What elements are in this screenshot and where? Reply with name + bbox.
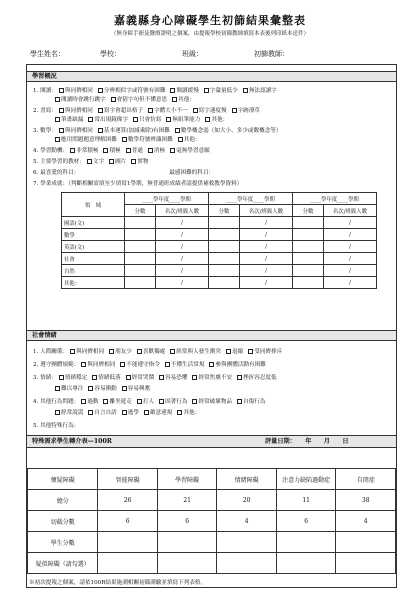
q-emotion-more — [53, 385, 153, 393]
form-sheet — [26, 64, 397, 588]
screening-header: 學習障礙 — [157, 469, 217, 490]
option-label: 非常積極 — [76, 148, 99, 154]
checkbox[interactable] — [226, 349, 231, 354]
option-label: 圖片 — [115, 159, 127, 165]
cutoff-cell: 6 — [157, 511, 217, 532]
checkbox[interactable] — [122, 410, 127, 415]
screening-header: 智能障礙 — [98, 469, 158, 490]
rank-cell[interactable]: / — [240, 265, 293, 277]
student-score-cell[interactable] — [276, 532, 336, 553]
total-score-cell: 20 — [217, 490, 277, 511]
checkbox[interactable] — [243, 88, 248, 93]
checkbox[interactable] — [81, 399, 86, 404]
option-label: 毫無學習意願 — [176, 148, 210, 154]
q-math: 3. 數學： 與同儕相同 基本運算(加減乘除)有困難 數學概念弱（如大小、多少或數概念等） — [33, 128, 282, 134]
option-label: 應用問題題意理解困難 — [61, 137, 117, 143]
option-label: 寫字會超出格子 — [103, 108, 144, 114]
checkbox[interactable] — [103, 399, 108, 404]
option-label: 字彙量低少 — [209, 88, 238, 94]
checkbox[interactable] — [237, 399, 242, 404]
option-label: 常出現鏡像字 — [94, 117, 128, 123]
option-label: 打人 — [142, 399, 155, 405]
checkbox[interactable] — [131, 159, 136, 164]
score-cell[interactable] — [125, 241, 156, 253]
checkbox[interactable] — [159, 399, 164, 404]
option-label: 只會仿寫 — [138, 117, 162, 123]
rank-cell[interactable]: / — [240, 253, 293, 265]
option-label: 情緒低落 — [98, 375, 121, 381]
checkbox[interactable] — [98, 88, 103, 93]
page-subtitle: （無身障手冊及醫療證明之個案，由提報學校初篩教師填寫本表後列印紙本送件） — [110, 31, 309, 37]
option-label: 不懂生活常規 — [170, 362, 205, 368]
score-cell[interactable] — [125, 265, 156, 277]
score-cell[interactable] — [125, 229, 156, 241]
checkbox[interactable] — [55, 117, 60, 122]
screening-header: 注意力缺陷過動症 — [276, 469, 336, 490]
term-header[interactable]: ____學年度____學期 — [209, 193, 293, 205]
student-score-cell[interactable] — [217, 532, 277, 553]
suspected-label: 疑似障礙（請勾選） — [28, 553, 98, 574]
option-label: 自傷行為 — [243, 399, 266, 405]
option-label: 與同儕相同 — [87, 362, 116, 368]
subject-label: 國語(文) — [62, 217, 125, 229]
rank-cell[interactable]: / — [324, 217, 377, 229]
q-achievement: 7. 學業成就：（判斷相關需填至少填寫1學期，無普通班成績者請提供補救教學資料） — [33, 181, 243, 187]
option-label: 受同儕排斥 — [254, 349, 283, 355]
option-label: 經常說謊 — [61, 410, 84, 416]
checkbox[interactable] — [126, 375, 131, 380]
option-label: 經常與人發生衝突 — [176, 349, 222, 355]
checkbox[interactable] — [144, 410, 149, 415]
term-header[interactable]: ____學年度____學期 — [125, 193, 209, 205]
score-cell[interactable] — [293, 253, 324, 265]
score-cell[interactable] — [125, 217, 156, 229]
option-label: 朋友少 — [115, 349, 132, 355]
rank-col-header: 名次/班級人數 — [324, 205, 377, 217]
footnote: ※初次提報之個案，請依100R結果施測相關初篩測驗並填寫下列表格。 — [29, 580, 207, 586]
checkbox[interactable] — [92, 375, 97, 380]
checkbox[interactable] — [109, 159, 114, 164]
rank-cell[interactable]: / — [324, 241, 377, 253]
cutoff-label: 切截分數 — [28, 511, 98, 532]
option-label: 容易興奮 — [127, 386, 151, 392]
cutoff-cell: 4 — [336, 511, 396, 532]
total-score-cell: 38 — [336, 490, 396, 511]
total-score-cell: 26 — [98, 490, 158, 511]
checkbox[interactable] — [148, 108, 153, 113]
option-label: 退縮 — [232, 349, 244, 355]
section-social-title: 社會情緒 — [27, 330, 396, 341]
checkbox[interactable] — [103, 148, 108, 153]
checkbox[interactable] — [248, 349, 253, 354]
referral-header — [27, 435, 396, 448]
option-label: 無組筆能力 — [172, 117, 201, 123]
rank-cell[interactable]: / — [240, 241, 293, 253]
rank-cell[interactable]: / — [156, 265, 209, 277]
subject-label: 自然 — [62, 265, 125, 277]
checkbox[interactable] — [70, 148, 75, 153]
option-label: 會猜字句但不懂意思 — [116, 97, 168, 103]
rank-cell[interactable]: / — [156, 217, 209, 229]
score-cell[interactable] — [125, 253, 156, 265]
option-label: 容易恐懼 — [165, 375, 188, 381]
option-label: 字跡潦草 — [237, 108, 261, 114]
option-label: 筆畫缺漏 — [61, 117, 84, 123]
checkbox[interactable] — [193, 108, 198, 113]
total-score-cell: 21 — [157, 490, 217, 511]
student-score-cell[interactable] — [336, 532, 396, 553]
subject-label: 社會 — [62, 253, 125, 265]
option-label: 情緒穩定 — [64, 375, 88, 381]
checkbox[interactable] — [120, 362, 125, 367]
subject-label: 英語(文) — [62, 241, 125, 253]
grades-row — [62, 217, 377, 229]
q-relations: 1. 人際關係： 與同儕相同 朋友少 喜歡獨處 經常與人發生衝突 退縮 受同儕排斥 — [33, 349, 283, 355]
option-label: 與同儕相同 — [64, 88, 93, 94]
option-label: 離坐遊走 — [109, 399, 132, 405]
checkbox[interactable] — [55, 137, 60, 142]
score-cell[interactable] — [209, 241, 240, 253]
option-label: 字體大小不一 — [154, 108, 188, 114]
checkbox[interactable] — [192, 375, 197, 380]
checkbox[interactable] — [59, 88, 64, 93]
assessment-date[interactable]: 評量日期： 年 月 日 — [265, 438, 349, 445]
checkbox[interactable] — [133, 117, 138, 122]
checkbox[interactable] — [81, 362, 86, 367]
total-score-cell: 11 — [276, 490, 336, 511]
suspected-check-cell[interactable] — [276, 553, 336, 574]
checkbox[interactable] — [170, 349, 175, 354]
checkbox[interactable] — [111, 97, 116, 102]
option-label: 其他： — [211, 117, 229, 123]
option-label: 閱讀時會跳行跳字 — [61, 97, 106, 103]
option-label: 難以專注 — [61, 386, 84, 392]
rank-cell[interactable]: / — [156, 277, 209, 289]
class-field[interactable]: 班級： — [182, 50, 203, 58]
score-cell[interactable] — [293, 277, 324, 289]
option-label: 經常哭鬧 — [131, 375, 155, 381]
cutoff-cell: 4 — [217, 511, 277, 532]
option-label: 喜歡獨處 — [142, 349, 166, 355]
checkbox[interactable] — [88, 117, 93, 122]
q-writing-more — [53, 116, 231, 124]
score-cell[interactable] — [209, 265, 240, 277]
checkbox[interactable] — [175, 128, 180, 133]
suspected-check-cell[interactable] — [217, 553, 277, 574]
option-label: 閱讀緩慢 — [176, 88, 199, 94]
screening-table — [27, 468, 396, 574]
q-materials: 5. 主要學習的教材： 文字 圖片 實物 — [33, 159, 149, 165]
grades-row — [62, 277, 377, 289]
school-field[interactable]: 學校： — [100, 50, 121, 58]
term-header[interactable]: ____學年度____學期 — [293, 193, 377, 205]
rank-cell[interactable]: / — [324, 253, 377, 265]
score-cell[interactable] — [293, 217, 324, 229]
checkbox[interactable] — [159, 375, 164, 380]
option-label: 分辨相似字或符號有困難 — [103, 88, 166, 94]
checkbox[interactable] — [98, 108, 103, 113]
q-reading: 1. 閱讀： 與同儕相同 分辨相似字或符號有困難 閱讀緩慢 字彙量低少 無法認讀字 — [33, 88, 277, 94]
checkbox[interactable] — [170, 148, 175, 153]
rank-cell[interactable]: / — [156, 229, 209, 241]
score-col-header: 分數 — [209, 205, 240, 217]
option-label: 經常焦慮不安 — [198, 375, 233, 381]
checkbox[interactable] — [55, 386, 60, 391]
option-label: 自言自語 — [94, 410, 117, 416]
q-writing: 2. 書寫： 與同儕相同 寫字會超出格子 字體大小不一 寫字速度慢 字跡潦草 — [33, 108, 261, 114]
grades-row — [62, 241, 377, 253]
option-label: 積極 — [109, 148, 121, 154]
score-cell[interactable] — [209, 217, 240, 229]
page-title: 嘉義縣身心障礙學生初篩結果彙整表 — [114, 14, 306, 27]
subject-label: 其他： — [62, 277, 125, 289]
checkbox[interactable] — [122, 386, 127, 391]
option-label: 其他： — [178, 97, 195, 103]
option-label: 數學概念弱（如大小、多少或數概念等） — [180, 128, 282, 134]
q-rules: 2. 遵守團體規範： 與同儕相同 不能遵守指令 不懂生活常規 參與團體活動有困難 — [33, 362, 266, 368]
option-label: 無法認讀字 — [248, 88, 277, 94]
option-label: 參與團體活動有困難 — [215, 362, 266, 368]
total-score-label: 總分 — [28, 490, 98, 511]
checkbox[interactable] — [204, 88, 209, 93]
section-learning-title: 學習概況 — [27, 71, 396, 82]
option-label: 其他： — [183, 410, 201, 416]
checkbox[interactable] — [137, 349, 142, 354]
score-col-header: 分數 — [125, 205, 156, 217]
score-cell[interactable] — [209, 253, 240, 265]
option-label: 經常破壞物品 — [198, 399, 233, 405]
suspected-check-cell[interactable] — [336, 553, 396, 574]
checkbox[interactable] — [205, 117, 210, 122]
checkbox[interactable] — [148, 148, 153, 153]
option-label: 敵意違規 — [149, 410, 173, 416]
checkbox[interactable] — [172, 97, 177, 102]
student-name-field[interactable]: 學生姓名： — [30, 50, 65, 58]
checkbox[interactable] — [59, 108, 64, 113]
q-subjects: 6. 最喜愛的科目： 最感困難的科目： — [33, 170, 215, 176]
cutoff-cell: 6 — [98, 511, 158, 532]
grades-domain-header: 領 域 — [62, 193, 125, 217]
checkbox[interactable] — [178, 137, 183, 142]
screening-header: 懷疑障礙 — [28, 469, 98, 490]
cutoff-cell: 6 — [276, 511, 336, 532]
grades-table — [61, 192, 377, 289]
student-score-label: 學生分數 — [28, 532, 98, 553]
screening-header: 情緒障礙 — [217, 469, 277, 490]
checkbox[interactable] — [237, 375, 242, 380]
checkbox[interactable] — [209, 362, 214, 367]
checkbox[interactable] — [165, 362, 170, 367]
option-label: 容易衝動 — [94, 386, 117, 392]
suspected-check-cell[interactable] — [98, 553, 158, 574]
option-label: 與同儕相同 — [76, 349, 105, 355]
checkbox[interactable] — [59, 128, 64, 133]
option-label: 與同儕相同 — [64, 108, 93, 114]
checkbox[interactable] — [55, 97, 60, 102]
checkbox[interactable] — [232, 108, 237, 113]
option-label: 文字 — [92, 159, 105, 165]
score-cell[interactable] — [125, 277, 156, 289]
rank-cell[interactable]: / — [240, 277, 293, 289]
grades-row — [62, 229, 377, 241]
checkbox[interactable] — [166, 117, 171, 122]
checkbox[interactable] — [192, 399, 197, 404]
rank-cell[interactable]: / — [156, 241, 209, 253]
option-label: 挫折容忍度低 — [243, 375, 277, 381]
checkbox[interactable] — [137, 399, 142, 404]
referral-title: 特殊需求學生轉介表—100R — [32, 438, 112, 445]
score-cell[interactable] — [293, 229, 324, 241]
checkbox[interactable] — [87, 159, 92, 164]
checkbox[interactable] — [88, 410, 93, 415]
option-label: 其他： — [183, 137, 201, 143]
student-info-row — [30, 49, 400, 59]
rank-col-header: 名次/班級人數 — [240, 205, 293, 217]
q-motivation: 4. 學習動機： 非常積極 積極 普通 消極 毫無學習意願 — [33, 148, 210, 154]
option-label: 寫字速度慢 — [198, 108, 227, 114]
q-math-more — [53, 136, 204, 144]
checkbox[interactable] — [122, 137, 127, 142]
checkbox[interactable] — [98, 128, 103, 133]
q-reading-more — [53, 96, 198, 104]
checkbox[interactable] — [59, 375, 64, 380]
checkbox[interactable] — [88, 386, 93, 391]
suspected-check-cell[interactable] — [157, 553, 217, 574]
option-label: 與同儕相同 — [64, 128, 93, 134]
score-cell[interactable] — [209, 277, 240, 289]
q-emotion: 3. 情緒： 情緒穩定 情緒低落 經常哭鬧 容易恐懼 經常焦慮不安 挫折容忍度低 — [33, 375, 277, 381]
checkbox[interactable] — [109, 349, 114, 354]
rank-cell[interactable]: / — [324, 265, 377, 277]
rank-cell[interactable]: / — [240, 217, 293, 229]
subject-label: 數學 — [62, 229, 125, 241]
student-score-cell[interactable] — [98, 532, 158, 553]
option-label: 基本運算(加減乘除)有困難 — [103, 128, 170, 134]
score-cell[interactable] — [209, 229, 240, 241]
teacher-field[interactable]: 初篩教師： — [254, 50, 289, 58]
option-label: 數學符號辨識困難 — [127, 137, 173, 143]
option-label: 普通 — [131, 148, 143, 154]
q-behavior: 4. 其他行為問題： 過動 離坐遊走 打人 固著行為 經常破壞物品 自傷行為 — [33, 399, 266, 405]
q-behavior-more — [53, 409, 203, 417]
rank-col-header: 名次/班級人數 — [156, 205, 209, 217]
grades-row — [62, 253, 377, 265]
checkbox[interactable] — [170, 88, 175, 93]
rank-cell[interactable]: / — [324, 229, 377, 241]
grades-row — [62, 265, 377, 277]
rank-cell[interactable]: / — [240, 229, 293, 241]
student-score-cell[interactable] — [157, 532, 217, 553]
score-cell[interactable] — [293, 241, 324, 253]
rank-cell[interactable]: / — [156, 253, 209, 265]
option-label: 不能遵守指令 — [126, 362, 160, 368]
score-cell[interactable] — [293, 265, 324, 277]
q-special: 5. 其他特殊行為： — [33, 423, 80, 429]
option-label: 逃學 — [127, 410, 139, 416]
rank-cell[interactable]: / — [324, 277, 377, 289]
option-label: 固著行為 — [165, 399, 188, 405]
checkbox[interactable] — [177, 410, 182, 415]
checkbox[interactable] — [126, 148, 131, 153]
checkbox[interactable] — [55, 410, 60, 415]
option-label: 消極 — [153, 148, 166, 154]
option-label: 過動 — [87, 399, 99, 405]
screening-header: 自閉症 — [336, 469, 396, 490]
checkbox[interactable] — [70, 349, 75, 354]
option-label: 實物 — [137, 159, 149, 165]
score-col-header: 分數 — [293, 205, 324, 217]
